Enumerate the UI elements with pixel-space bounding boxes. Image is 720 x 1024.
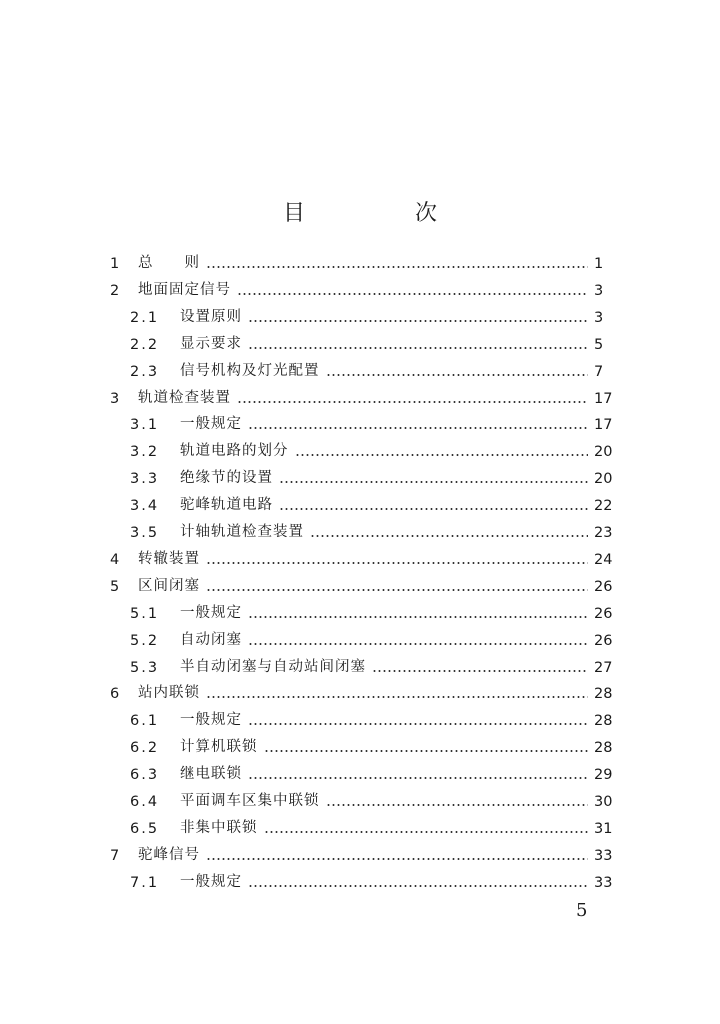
toc-entry-label: 区间闭塞 bbox=[138, 577, 200, 594]
dot-leader bbox=[248, 616, 588, 618]
toc-entry-label: 一般规定 bbox=[180, 873, 242, 890]
dot-leader bbox=[248, 643, 588, 645]
toc-entry-label: 设置原则 bbox=[180, 308, 242, 325]
toc-entry-number: 4 bbox=[110, 551, 122, 568]
dot-leader bbox=[206, 696, 588, 698]
toc-entry-page: 3 bbox=[594, 309, 604, 326]
dot-leader bbox=[264, 831, 589, 833]
toc-entry-page: 23 bbox=[594, 525, 613, 541]
toc-entry-number: 3.5 bbox=[130, 525, 160, 541]
toc-entry-number: 2.3 bbox=[130, 363, 160, 380]
toc-entry bbox=[130, 354, 618, 380]
toc-entry-number: 6.5 bbox=[130, 820, 160, 837]
toc-entry-page: 5 bbox=[594, 336, 604, 353]
toc-entry-label: 计轴轨道检查装置 bbox=[180, 524, 304, 540]
toc-entry bbox=[130, 811, 618, 837]
toc-entry-page: 33 bbox=[594, 874, 613, 891]
toc-entry-label: 一般规定 bbox=[180, 604, 242, 621]
dot-leader bbox=[310, 535, 588, 537]
toc-entry bbox=[110, 676, 618, 702]
toc-entry-label: 站内联锁 bbox=[138, 685, 200, 702]
dot-leader bbox=[295, 454, 589, 456]
toc-entry-number: 6.4 bbox=[130, 794, 160, 810]
toc-entry-label: 平面调车区集中联锁 bbox=[180, 793, 320, 809]
page-number: 5 bbox=[576, 900, 588, 921]
dot-leader bbox=[248, 347, 588, 349]
toc-entry-number: 5.2 bbox=[130, 632, 160, 649]
toc-entry-number: 2.1 bbox=[130, 309, 160, 326]
toc-entry-page: 1 bbox=[594, 256, 604, 272]
toc-entry-page: 17 bbox=[594, 417, 613, 434]
toc-entry-number: 5 bbox=[110, 578, 122, 595]
toc-entry-page: 28 bbox=[594, 713, 613, 730]
toc-entry bbox=[110, 542, 618, 568]
toc-entry-label: 一般规定 bbox=[180, 712, 242, 729]
toc-entry-label: 轨道检查装置 bbox=[138, 389, 231, 406]
dot-leader bbox=[206, 589, 588, 591]
toc-entry bbox=[110, 381, 618, 407]
toc-entry-label: 显示要求 bbox=[180, 335, 242, 352]
dot-leader bbox=[237, 401, 588, 403]
toc-entry-label: 绝缘节的设置 bbox=[180, 470, 273, 487]
toc-entry-number: 5.1 bbox=[130, 605, 160, 622]
dot-leader bbox=[264, 750, 589, 752]
toc-entry-page: 31 bbox=[594, 820, 613, 837]
toc-entry-page: 17 bbox=[594, 390, 613, 407]
dot-leader bbox=[206, 858, 588, 860]
toc-entry-page: 20 bbox=[594, 471, 613, 488]
toc-entry-page: 26 bbox=[594, 605, 613, 622]
dot-leader bbox=[248, 320, 588, 322]
toc-entry-label: 继电联锁 bbox=[180, 766, 242, 783]
toc-entry bbox=[130, 461, 618, 487]
toc-entry-page: 28 bbox=[594, 740, 613, 757]
toc-entry-label: 半自动闭塞与自动站间闭塞 bbox=[180, 658, 366, 675]
toc-entry-label: 自动闭塞 bbox=[180, 631, 242, 648]
toc-entry-number: 2.2 bbox=[130, 336, 160, 353]
dot-leader bbox=[248, 777, 588, 779]
toc-entry bbox=[130, 515, 618, 541]
dot-leader bbox=[326, 804, 589, 806]
toc-entry-number: 3.2 bbox=[130, 444, 160, 461]
toc-entry-label: 转辙装置 bbox=[138, 550, 200, 567]
dot-leader bbox=[206, 266, 588, 268]
toc-entry bbox=[130, 865, 618, 891]
toc-entry bbox=[130, 407, 618, 433]
toc-entry-page: 26 bbox=[594, 632, 613, 649]
toc-entry-page: 27 bbox=[594, 659, 613, 676]
toc-entry bbox=[130, 757, 618, 783]
toc-entry bbox=[110, 273, 618, 299]
toc-entry bbox=[110, 569, 618, 595]
toc-entry-page: 24 bbox=[594, 551, 613, 568]
toc-entry-label: 驼峰轨道电路 bbox=[180, 497, 273, 514]
toc-entry bbox=[130, 784, 618, 810]
toc-entry-page: 22 bbox=[594, 498, 613, 515]
toc-entry-page: 28 bbox=[594, 686, 613, 703]
dot-leader bbox=[248, 723, 588, 725]
toc-entry-page: 29 bbox=[594, 767, 613, 784]
toc-entry-number: 3.3 bbox=[130, 471, 160, 488]
toc-entry bbox=[130, 730, 618, 756]
toc-entry-label: 计算机联锁 bbox=[180, 739, 258, 756]
dot-leader bbox=[206, 562, 588, 564]
toc-entry-page: 30 bbox=[594, 794, 613, 810]
toc-entry-number: 6 bbox=[110, 686, 122, 703]
toc-entry-page: 33 bbox=[594, 847, 613, 864]
dot-leader bbox=[326, 374, 589, 376]
page-title: 目 次 bbox=[282, 201, 481, 226]
toc-entry-page: 20 bbox=[594, 444, 613, 461]
toc-entry-label: 轨道电路的划分 bbox=[180, 443, 289, 460]
dot-leader bbox=[237, 293, 588, 295]
toc-entry-number: 6.2 bbox=[130, 740, 160, 757]
toc-entry-label: 信号机构及灯光配置 bbox=[180, 362, 320, 379]
toc-entry bbox=[130, 703, 618, 729]
toc-entry-label: 非集中联锁 bbox=[180, 819, 258, 836]
toc-entry bbox=[130, 327, 618, 353]
toc-entry-number: 3.4 bbox=[130, 498, 160, 515]
toc-entry-number: 7.1 bbox=[130, 874, 160, 891]
toc-entry bbox=[130, 488, 618, 514]
toc-entry-number: 1 bbox=[110, 256, 122, 272]
dot-leader bbox=[248, 885, 588, 887]
toc-entry-label: 一般规定 bbox=[180, 416, 242, 433]
toc-entry-label: 驼峰信号 bbox=[138, 846, 200, 863]
toc-entry-number: 2 bbox=[110, 282, 122, 299]
toc-entry bbox=[130, 300, 618, 326]
dot-leader bbox=[372, 670, 588, 672]
toc-entry-number: 3.1 bbox=[130, 417, 160, 434]
toc-entry-page: 7 bbox=[594, 363, 604, 380]
toc-entry bbox=[130, 650, 618, 676]
dot-leader bbox=[279, 508, 588, 510]
toc-entry-number: 6.3 bbox=[130, 767, 160, 784]
dot-leader bbox=[279, 481, 588, 483]
toc-entry-label: 地面固定信号 bbox=[138, 281, 231, 298]
toc-entry-number: 6.1 bbox=[130, 713, 160, 730]
toc-entry-label: 总 则 bbox=[138, 255, 200, 271]
toc-entry-number: 7 bbox=[110, 847, 122, 864]
toc-entry bbox=[110, 838, 618, 864]
toc-entry-page: 3 bbox=[594, 282, 604, 299]
toc-entry bbox=[130, 596, 618, 622]
toc-entry bbox=[110, 246, 618, 272]
dot-leader bbox=[248, 427, 588, 429]
toc-entry-number: 3 bbox=[110, 390, 122, 407]
toc-entry-page: 26 bbox=[594, 578, 613, 595]
toc-entry bbox=[130, 434, 618, 460]
toc-entry bbox=[130, 623, 618, 649]
toc-entry-number: 5.3 bbox=[130, 659, 160, 676]
